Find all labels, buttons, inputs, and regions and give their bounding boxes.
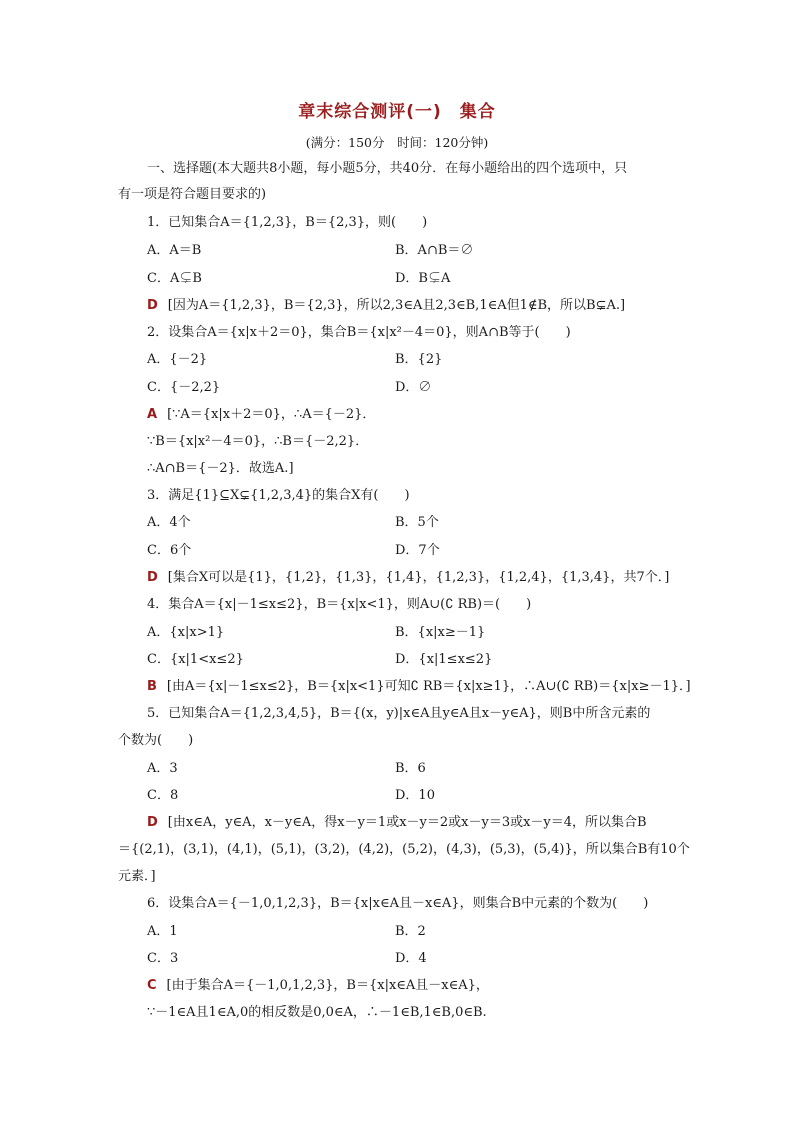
answer-explanation: [由x∈A，y∈A，x－y∈A，得x－y＝1或x－y＝2或x－y＝3或x－y＝4，所以集合B (167, 815, 647, 830)
question-3-answer (147, 570, 669, 586)
answer-letter: C (147, 978, 157, 993)
question-6-answer-line-2: ∵－1∈A且1∈A,0的相反数是0,0∈A，∴－1∈B,1∈B,0∈B. (147, 1005, 487, 1020)
answer-letter: D (147, 815, 158, 830)
answer-explanation: [∵A＝{x|x＋2＝0}，∴A＝{－2}． (167, 407, 376, 422)
question-6-option-d: D．4 (395, 951, 427, 966)
question-5-option-d: D．10 (395, 788, 435, 803)
section-heading-cont: 有一项是符合题目要求的) (118, 187, 267, 202)
question-4-option-b: B．{x|x≥－1} (395, 625, 486, 640)
answer-explanation: [由A＝{x|－1≤x≤2}，B＝{x|x<1}可知∁ RB＝{x|x≥1}，∴A∪(∁ RB)＝{x|x≥－1}．] (166, 679, 691, 694)
question-2-option-d: D．∅ (395, 380, 432, 395)
question-5-stem-cont: 个数为( ) (118, 733, 194, 748)
question-5-option-b: B．6 (395, 761, 426, 776)
question-2-option-a: A．{－2} (147, 352, 208, 367)
question-5-option-a: A．3 (147, 761, 178, 776)
question-1-option-b: B．A∩B＝∅ (395, 243, 474, 258)
question-2-option-c: C．{－2,2} (147, 380, 221, 395)
page-title: 章末综合测评(一) 集合 (298, 102, 496, 122)
question-1-option-d: D．B⊊A (395, 271, 451, 286)
question-3-option-d: D．7个 (395, 543, 440, 558)
question-3-option-a: A．4个 (147, 515, 191, 530)
question-2-option-b: B．{2} (395, 352, 443, 367)
question-1-option-c: C．A⊊B (147, 271, 202, 286)
question-3-option-b: B．5个 (395, 515, 439, 530)
answer-explanation: [因为A＝{1,2,3}，B＝{2,3}，所以2,3∈A且2,3∈B,1∈A但1∉B，所以B⊊A.] (167, 298, 626, 313)
question-4-option-d: D．{x|1≤x≤2} (395, 652, 493, 667)
question-4-stem: 4．集合A＝{x|－1≤x≤2}，B＝{x|x<1}，则A∪(∁ RB)＝( ) (147, 597, 532, 612)
question-2-answer (147, 407, 375, 423)
question-4-answer (147, 679, 691, 695)
section-heading: 一、选择题(本大题共8小题，每小题5分，共40分．在每小题给出的四个选项中，只 (147, 161, 628, 176)
question-5-answer (147, 815, 647, 831)
question-6-answer (147, 978, 489, 994)
answer-explanation: [由于集合A＝{－1,0,1,2,3}，B＝{x|x∈A且－x∈A}， (166, 978, 489, 993)
question-6-stem: 6．设集合A＝{－1,0,1,2,3}，B＝{x|x∈A且－x∈A}，则集合B中元素的个数为( ) (147, 896, 649, 911)
question-4-option-a: A．{x|x>1} (147, 625, 225, 640)
question-3-option-c: C．6个 (147, 543, 192, 558)
question-6-option-c: C．3 (147, 951, 179, 966)
question-6-option-b: B．2 (395, 924, 426, 939)
question-5-answer-line-2: ＝{(2,1)，(3,1)，(4,1)，(5,1)，(3,2)，(4,2)，(5,2)，(4,3)，(5,3)，(5,4)}，所以集合B有10个 (118, 842, 690, 857)
question-3-stem: 3．满足{1}⊆X⊊{1,2,3,4}的集合X有( ) (147, 488, 410, 503)
question-5-answer-line-3: 元素．] (118, 869, 156, 884)
question-2-stem: 2．设集合A＝{x|x＋2＝0}，集合B＝{x|x²－4＝0}，则A∩B等于( ) (147, 325, 571, 340)
question-2-answer-line-3: ∴A∩B＝{－2}．故选A.] (147, 461, 294, 476)
page-subtitle: (满分：150分 时间：120分钟) (305, 135, 489, 150)
answer-letter: D (147, 570, 158, 585)
question-4-option-c: C．{x|1<x≤2} (147, 652, 244, 667)
question-1-stem: 1．已知集合A＝{1,2,3}，B＝{2,3}，则( ) (147, 215, 428, 230)
question-5-stem: 5．已知集合A＝{1,2,3,4,5}，B＝{(x，y)|x∈A且y∈A且x－y∈A}，则B中所含元素的 (147, 706, 651, 721)
answer-letter: A (147, 407, 158, 422)
question-6-option-a: A．1 (147, 924, 178, 939)
answer-letter: D (147, 298, 158, 313)
question-1-answer (147, 298, 625, 314)
question-2-answer-line-2: ∵B＝{x|x²－4＝0}，∴B＝{－2,2}． (147, 434, 369, 449)
answer-letter: B (147, 679, 157, 694)
question-1-option-a: A．A＝B (147, 243, 202, 258)
answer-explanation: [集合X可以是{1}，{1,2}，{1,3}，{1,4}，{1,2,3}，{1,2,4}，{1,3,4}，共7个．] (167, 570, 670, 585)
question-5-option-c: C．8 (147, 788, 179, 803)
